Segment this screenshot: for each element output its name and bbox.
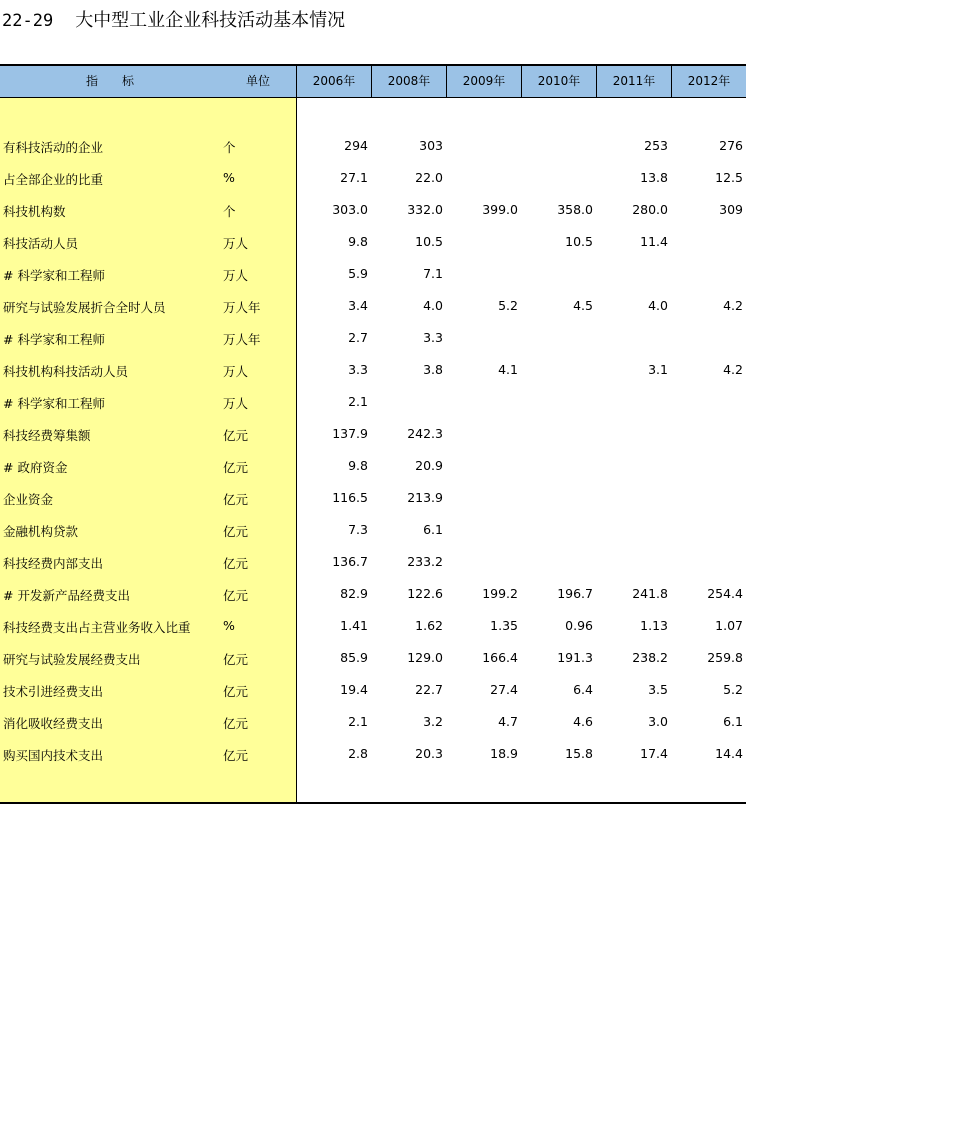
table-row bbox=[0, 706, 746, 738]
row-value: 0.96 bbox=[565, 618, 593, 633]
row-value: 6.1 bbox=[423, 522, 443, 537]
row-value: 2.7 bbox=[348, 330, 368, 345]
row-value: 4.0 bbox=[648, 298, 668, 313]
row-indicator: 科技经费筹集额 bbox=[3, 428, 91, 443]
row-value: 20.3 bbox=[415, 746, 443, 761]
table-row bbox=[0, 578, 746, 610]
header-year: 2009年 bbox=[462, 74, 506, 88]
row-value: 3.3 bbox=[348, 362, 368, 377]
row-unit: % bbox=[223, 618, 235, 633]
table-row bbox=[0, 642, 746, 674]
row-value: 196.7 bbox=[557, 586, 593, 601]
row-value: 4.2 bbox=[723, 362, 743, 377]
row-indicator: 金融机构贷款 bbox=[3, 524, 79, 539]
table-row bbox=[0, 130, 746, 162]
row-unit: 万人 bbox=[223, 364, 249, 379]
row-value: 129.0 bbox=[407, 650, 443, 665]
table-row bbox=[0, 226, 746, 258]
row-unit: 亿元 bbox=[223, 684, 249, 699]
row-value: 4.5 bbox=[573, 298, 593, 313]
row-value: 12.5 bbox=[715, 170, 743, 185]
row-unit: 亿元 bbox=[223, 716, 249, 731]
row-value: 4.1 bbox=[498, 362, 518, 377]
row-value: 2.8 bbox=[348, 746, 368, 761]
row-unit: 万人年 bbox=[223, 332, 261, 347]
row-indicator: # 科学家和工程师 bbox=[3, 396, 105, 411]
row-value: 294 bbox=[344, 138, 368, 153]
table-header bbox=[0, 66, 746, 98]
row-value: 254.4 bbox=[707, 586, 743, 601]
row-unit: 个 bbox=[223, 204, 236, 219]
row-value: 309 bbox=[719, 202, 743, 217]
table-row bbox=[0, 450, 746, 482]
table-row bbox=[0, 194, 746, 226]
row-value: 11.4 bbox=[640, 234, 668, 249]
header-year: 2006年 bbox=[312, 74, 356, 88]
data-table bbox=[0, 64, 746, 804]
row-value: 7.3 bbox=[348, 522, 368, 537]
row-unit: 亿元 bbox=[223, 588, 249, 603]
row-indicator: # 政府资金 bbox=[3, 460, 68, 475]
row-indicator: 科技经费支出占主营业务收入比重 bbox=[3, 620, 191, 635]
row-value: 136.7 bbox=[332, 554, 368, 569]
row-value: 5.9 bbox=[348, 266, 368, 281]
row-value: 13.8 bbox=[640, 170, 668, 185]
table-number: 22-29 bbox=[2, 11, 54, 31]
row-value: 2.1 bbox=[348, 394, 368, 409]
row-indicator: 研究与试验发展经费支出 bbox=[3, 652, 141, 667]
table-row bbox=[0, 258, 746, 290]
row-value: 241.8 bbox=[632, 586, 668, 601]
row-value: 9.8 bbox=[348, 234, 368, 249]
row-value: 199.2 bbox=[482, 586, 518, 601]
row-indicator: 科技机构数 bbox=[3, 204, 66, 219]
row-value: 3.5 bbox=[648, 682, 668, 697]
row-unit: 亿元 bbox=[223, 428, 249, 443]
row-value: 280.0 bbox=[632, 202, 668, 217]
row-indicator: 科技经费内部支出 bbox=[3, 556, 104, 571]
row-value: 253 bbox=[644, 138, 668, 153]
row-value: 332.0 bbox=[407, 202, 443, 217]
row-value: 15.8 bbox=[565, 746, 593, 761]
row-value: 4.2 bbox=[723, 298, 743, 313]
row-indicator: # 开发新产品经费支出 bbox=[3, 588, 130, 603]
row-indicator: 购买国内技术支出 bbox=[3, 748, 104, 763]
row-value: 19.4 bbox=[340, 682, 368, 697]
row-value: 122.6 bbox=[407, 586, 443, 601]
row-value: 6.1 bbox=[723, 714, 743, 729]
table-row bbox=[0, 162, 746, 194]
row-value: 5.2 bbox=[498, 298, 518, 313]
row-unit: 亿元 bbox=[223, 652, 249, 667]
row-indicator: 研究与试验发展折合全时人员 bbox=[3, 300, 166, 315]
row-value: 233.2 bbox=[407, 554, 443, 569]
table-row bbox=[0, 514, 746, 546]
row-value: 22.7 bbox=[415, 682, 443, 697]
row-value: 27.1 bbox=[340, 170, 368, 185]
row-value: 191.3 bbox=[557, 650, 593, 665]
row-indicator: 科技机构科技活动人员 bbox=[3, 364, 129, 379]
row-value: 6.4 bbox=[573, 682, 593, 697]
row-indicator: 技术引进经费支出 bbox=[3, 684, 104, 699]
row-value: 9.8 bbox=[348, 458, 368, 473]
row-unit: 亿元 bbox=[223, 460, 249, 475]
table-row bbox=[0, 546, 746, 578]
row-value: 18.9 bbox=[490, 746, 518, 761]
row-unit: 万人 bbox=[223, 396, 249, 411]
row-value: 3.1 bbox=[648, 362, 668, 377]
row-indicator: # 科学家和工程师 bbox=[3, 268, 105, 283]
row-value: 116.5 bbox=[332, 490, 368, 505]
row-value: 1.35 bbox=[490, 618, 518, 633]
row-value: 1.07 bbox=[715, 618, 743, 633]
table-row bbox=[0, 418, 746, 450]
row-value: 303.0 bbox=[332, 202, 368, 217]
row-value: 399.0 bbox=[482, 202, 518, 217]
row-value: 238.2 bbox=[632, 650, 668, 665]
row-unit: 亿元 bbox=[223, 492, 249, 507]
row-value: 4.6 bbox=[573, 714, 593, 729]
row-value: 14.4 bbox=[715, 746, 743, 761]
row-value: 3.2 bbox=[423, 714, 443, 729]
table-row bbox=[0, 290, 746, 322]
row-value: 1.62 bbox=[415, 618, 443, 633]
row-value: 7.1 bbox=[423, 266, 443, 281]
row-value: 303 bbox=[419, 138, 443, 153]
row-value: 22.0 bbox=[415, 170, 443, 185]
row-value: 20.9 bbox=[415, 458, 443, 473]
row-value: 4.0 bbox=[423, 298, 443, 313]
header-year: 2008年 bbox=[387, 74, 431, 88]
row-unit: 亿元 bbox=[223, 524, 249, 539]
row-value: 85.9 bbox=[340, 650, 368, 665]
row-value: 5.2 bbox=[723, 682, 743, 697]
row-unit: 万人 bbox=[223, 236, 249, 251]
row-value: 3.3 bbox=[423, 330, 443, 345]
header-year: 2012年 bbox=[687, 74, 731, 88]
row-value: 82.9 bbox=[340, 586, 368, 601]
page-title bbox=[2, 6, 345, 32]
table-row bbox=[0, 322, 746, 354]
row-value: 259.8 bbox=[707, 650, 743, 665]
row-value: 10.5 bbox=[565, 234, 593, 249]
row-unit: 万人年 bbox=[223, 300, 261, 315]
row-value: 242.3 bbox=[407, 426, 443, 441]
row-unit: 亿元 bbox=[223, 748, 249, 763]
header-indicator: 指 标 bbox=[85, 74, 134, 88]
row-value: 10.5 bbox=[415, 234, 443, 249]
row-value: 276 bbox=[719, 138, 743, 153]
table-row bbox=[0, 610, 746, 642]
row-value: 213.9 bbox=[407, 490, 443, 505]
row-value: 3.4 bbox=[348, 298, 368, 313]
row-unit: 亿元 bbox=[223, 556, 249, 571]
table-row bbox=[0, 482, 746, 514]
row-indicator: 占全部企业的比重 bbox=[3, 172, 104, 187]
row-value: 358.0 bbox=[557, 202, 593, 217]
row-value: 27.4 bbox=[490, 682, 518, 697]
row-value: 1.13 bbox=[640, 618, 668, 633]
header-year: 2010年 bbox=[537, 74, 581, 88]
row-value: 137.9 bbox=[332, 426, 368, 441]
row-value: 1.41 bbox=[340, 618, 368, 633]
table-title: 大中型工业企业科技活动基本情况 bbox=[75, 10, 346, 31]
row-value: 2.1 bbox=[348, 714, 368, 729]
row-indicator: 企业资金 bbox=[3, 492, 54, 507]
row-value: 3.8 bbox=[423, 362, 443, 377]
row-indicator: # 科学家和工程师 bbox=[3, 332, 105, 347]
header-year: 2011年 bbox=[612, 74, 656, 88]
table-row bbox=[0, 386, 746, 418]
row-indicator: 消化吸收经费支出 bbox=[3, 716, 104, 731]
table-row bbox=[0, 354, 746, 386]
row-value: 166.4 bbox=[482, 650, 518, 665]
row-unit: 个 bbox=[223, 140, 236, 155]
header-unit: 单位 bbox=[245, 74, 270, 88]
row-value: 4.7 bbox=[498, 714, 518, 729]
row-value: 3.0 bbox=[648, 714, 668, 729]
row-unit: % bbox=[223, 170, 235, 185]
table-row bbox=[0, 674, 746, 706]
row-unit: 万人 bbox=[223, 268, 249, 283]
table-row bbox=[0, 738, 746, 770]
row-value: 17.4 bbox=[640, 746, 668, 761]
row-indicator: 有科技活动的企业 bbox=[3, 140, 104, 155]
row-indicator: 科技活动人员 bbox=[3, 236, 79, 251]
